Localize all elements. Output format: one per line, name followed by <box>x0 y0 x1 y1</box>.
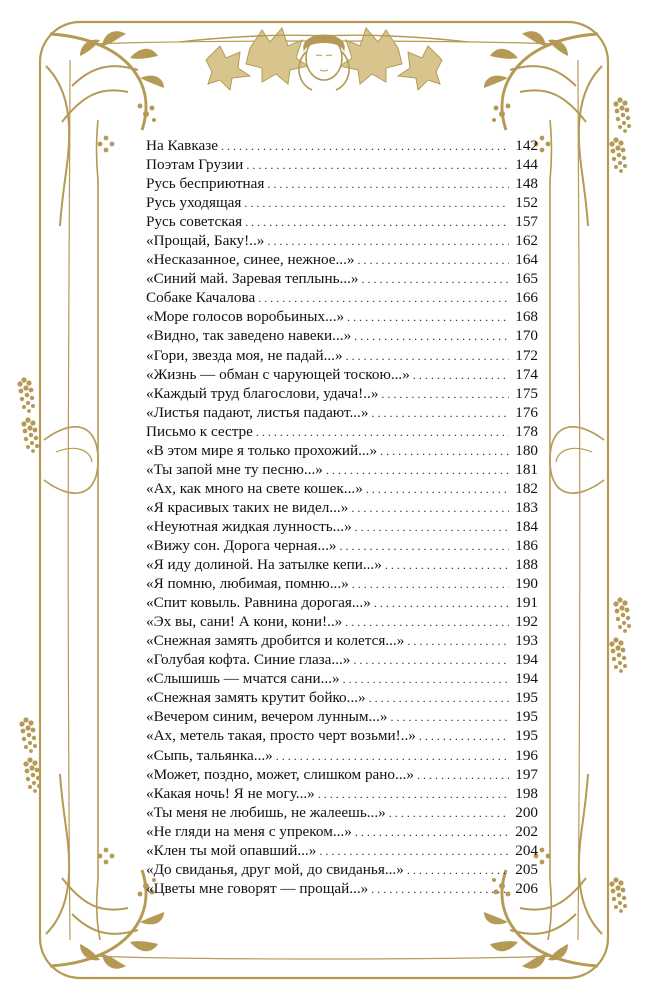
toc-entry-title: «Слышишь — мчатся сани...» <box>146 670 340 688</box>
toc-entry-page: 191 <box>515 594 538 612</box>
toc-entry[interactable] <box>146 384 538 403</box>
toc-entry-title: «Клен ты мой опавший...» <box>146 841 317 859</box>
toc-entry[interactable] <box>146 822 538 841</box>
toc-entry-page: 190 <box>515 575 538 593</box>
toc-dot-leader <box>340 537 509 556</box>
toc-dot-leader <box>267 232 509 251</box>
toc-entry-title: «Я помню, любимая, помню...» <box>146 575 349 593</box>
toc-entry-page: 195 <box>515 689 538 707</box>
toc-entry-title: «Вижу сон. Дорога черная...» <box>146 536 337 554</box>
toc-entry-title: «Цветы мне говорят — прощай...» <box>146 879 369 897</box>
toc-dot-leader <box>374 594 509 613</box>
toc-entry-title: «Ты запой мне ту песню...» <box>146 460 323 478</box>
toc-entry[interactable] <box>146 669 538 688</box>
toc-entry-page: 205 <box>515 860 538 878</box>
toc-entry-title: «Сыпь, тальянка...» <box>146 746 273 764</box>
toc-dot-leader <box>355 518 509 537</box>
toc-dot-leader <box>318 785 509 804</box>
toc-entry-page: 170 <box>515 327 538 345</box>
table-of-contents <box>146 136 538 898</box>
toc-entry[interactable] <box>146 231 538 250</box>
toc-entry-page: 152 <box>515 194 538 212</box>
toc-entry[interactable] <box>146 803 538 822</box>
toc-entry-title: «Каждый труд благослови, удача!..» <box>146 384 379 402</box>
toc-entry-page: 195 <box>515 708 538 726</box>
toc-entry[interactable] <box>146 346 538 365</box>
toc-entry-title: «Может, поздно, может, слишком рано...» <box>146 765 414 783</box>
toc-dot-leader <box>346 347 509 366</box>
toc-entry-page: 197 <box>515 765 538 783</box>
toc-entry[interactable] <box>146 631 538 650</box>
toc-dot-leader <box>366 480 509 499</box>
toc-dot-leader <box>256 423 509 442</box>
toc-entry[interactable] <box>146 555 538 574</box>
toc-entry-page: 202 <box>515 822 538 840</box>
toc-entry-page: 144 <box>515 156 538 174</box>
toc-entry-page: 183 <box>515 498 538 516</box>
toc-entry-title: «Я красивых таких не видел...» <box>146 498 349 516</box>
toc-entry-title: «Жизнь — обман с чарующей тоскою...» <box>146 365 410 383</box>
toc-entry[interactable] <box>146 536 538 555</box>
toc-entry-page: 164 <box>515 251 538 269</box>
toc-entry[interactable] <box>146 193 538 212</box>
toc-entry[interactable] <box>146 155 538 174</box>
toc-entry-page: 206 <box>515 879 538 897</box>
toc-entry-page: 166 <box>515 289 538 307</box>
toc-dot-leader <box>354 327 509 346</box>
toc-dot-leader <box>245 213 509 232</box>
toc-entry-title: «Прощай, Баку!..» <box>146 232 265 250</box>
toc-entry-title: Письмо к сестре <box>146 422 253 440</box>
toc-entry[interactable] <box>146 212 538 231</box>
toc-entry-title: Поэтам Грузии <box>146 156 244 174</box>
toc-dot-leader <box>381 385 509 404</box>
toc-dot-leader <box>389 804 509 823</box>
toc-entry-page: 175 <box>515 384 538 402</box>
toc-entry-page: 168 <box>515 308 538 326</box>
toc-entry-title: «До свиданья, друг мой, до свиданья...» <box>146 860 404 878</box>
toc-dot-leader <box>244 194 509 213</box>
toc-entry[interactable] <box>146 784 538 803</box>
toc-dot-leader <box>385 556 509 575</box>
toc-entry-page: 165 <box>515 270 538 288</box>
toc-dot-leader <box>319 842 509 861</box>
toc-entry-title: «Голубая кофта. Синие глаза...» <box>146 651 351 669</box>
toc-dot-leader <box>352 575 509 594</box>
toc-entry[interactable] <box>146 746 538 765</box>
toc-dot-leader <box>358 251 510 270</box>
toc-dot-leader <box>419 727 509 746</box>
toc-dot-leader <box>380 442 509 461</box>
toc-entry[interactable] <box>146 269 538 288</box>
toc-dot-leader <box>407 632 509 651</box>
toc-entry-page: 180 <box>515 441 538 459</box>
toc-entry[interactable] <box>146 498 538 517</box>
toc-entry[interactable] <box>146 441 538 460</box>
toc-entry-page: 148 <box>515 175 538 193</box>
toc-entry-title: На Кавказе <box>146 137 218 154</box>
toc-dot-leader <box>413 366 509 385</box>
toc-entry-title: Собаке Качалова <box>146 289 256 307</box>
toc-entry[interactable] <box>146 707 538 726</box>
toc-entry-title: «Ах, метель такая, просто черт возьми!..» <box>146 727 416 745</box>
toc-entry-title: «В этом мире я только прохожий...» <box>146 441 378 459</box>
toc-entry-page: 184 <box>515 517 538 535</box>
toc-entry-page: 195 <box>515 727 538 745</box>
toc-entry-page: 193 <box>515 632 538 650</box>
toc-entry-title: «Видно, так заведено навеки...» <box>146 327 352 345</box>
toc-entry[interactable] <box>146 574 538 593</box>
toc-entry[interactable] <box>146 307 538 326</box>
toc-entry-title: «Несказанное, синее, нежное...» <box>146 251 355 269</box>
toc-entry-page: 186 <box>515 536 538 554</box>
toc-entry-page: 157 <box>515 213 538 231</box>
toc-entry[interactable] <box>146 326 538 345</box>
toc-entry[interactable] <box>146 136 538 155</box>
toc-dot-leader <box>276 747 509 766</box>
toc-entry-page: 172 <box>515 346 538 364</box>
toc-entry-title: «Снежная замять крутит бойко...» <box>146 689 366 707</box>
toc-dot-leader <box>258 289 509 308</box>
toc-entry[interactable] <box>146 517 538 536</box>
toc-dot-leader <box>351 499 509 518</box>
toc-entry[interactable] <box>146 288 538 307</box>
toc-entry-title: «Ты меня не любишь, не жалеешь...» <box>146 803 386 821</box>
toc-dot-leader <box>347 308 509 327</box>
toc-dot-leader <box>267 175 509 194</box>
toc-dot-leader <box>221 137 509 156</box>
toc-entry[interactable] <box>146 650 538 669</box>
toc-entry-title: «Листья падают, листья падают...» <box>146 403 369 421</box>
toc-entry[interactable] <box>146 403 538 422</box>
toc-entry-page: 198 <box>515 784 538 802</box>
toc-entry-page: 194 <box>515 670 538 688</box>
toc-entry-title: Русь уходящая <box>146 194 242 212</box>
toc-dot-leader <box>417 766 509 785</box>
toc-entry-page: 182 <box>515 479 538 497</box>
toc-entry-title: «Снежная замять дробится и колется...» <box>146 632 405 650</box>
toc-entry[interactable] <box>146 726 538 745</box>
toc-entry-title: «Эх вы, сани! А кони, кони!..» <box>146 613 343 631</box>
toc-entry[interactable] <box>146 765 538 784</box>
toc-entry-page: 142 <box>515 137 538 154</box>
toc-entry-page: 188 <box>515 556 538 574</box>
toc-entry-page: 162 <box>515 232 538 250</box>
toc-dot-leader <box>362 270 509 289</box>
toc-dot-leader <box>371 404 509 423</box>
toc-entry[interactable] <box>146 460 538 479</box>
toc-entry-page: 174 <box>515 365 538 383</box>
toc-entry[interactable] <box>146 479 538 498</box>
toc-entry-title: «Спит ковыль. Равнина дорогая...» <box>146 594 371 612</box>
toc-entry[interactable] <box>146 365 538 384</box>
toc-entry-title: «Гори, звезда моя, не падай...» <box>146 346 343 364</box>
toc-dot-leader <box>353 651 509 670</box>
toc-entry-page: 194 <box>515 651 538 669</box>
toc-dot-leader <box>345 613 509 632</box>
toc-entry[interactable] <box>146 879 538 898</box>
toc-dot-leader <box>390 708 509 727</box>
toc-entry-page: 192 <box>515 613 538 631</box>
toc-entry-title: «Не гляди на меня с упреком...» <box>146 822 352 840</box>
toc-dot-leader <box>343 670 509 689</box>
toc-entry-page: 200 <box>515 803 538 821</box>
toc-entry[interactable] <box>146 612 538 631</box>
toc-entry-title: «Ах, как много на свете кошек...» <box>146 479 363 497</box>
toc-entry-title: Русь бесприютная <box>146 175 265 193</box>
toc-entry-title: «Море голосов воробьиных...» <box>146 308 345 326</box>
toc-dot-leader <box>246 156 509 175</box>
toc-entry-page: 196 <box>515 746 538 764</box>
toc-entry[interactable] <box>146 174 538 193</box>
toc-entry-title: «Неуютная жидкая лунность...» <box>146 517 352 535</box>
toc-entry[interactable] <box>146 250 538 269</box>
toc-entry-page: 181 <box>515 460 538 478</box>
toc-entry[interactable] <box>146 841 538 860</box>
toc-entry-page: 178 <box>515 422 538 440</box>
toc-dot-leader <box>355 823 509 842</box>
toc-entry[interactable] <box>146 422 538 441</box>
toc-dot-leader <box>326 461 509 480</box>
toc-dot-leader <box>407 861 509 880</box>
toc-entry[interactable] <box>146 688 538 707</box>
toc-entry-title: Русь советская <box>146 213 243 231</box>
toc-entry-title: «Я иду долиной. На затылке кепи...» <box>146 556 382 574</box>
top-maiden-ornament <box>180 28 468 90</box>
toc-entry-page: 204 <box>515 841 538 859</box>
toc-dot-leader <box>371 880 509 899</box>
toc-entry[interactable] <box>146 860 538 879</box>
toc-entry-page: 176 <box>515 403 538 421</box>
toc-entry[interactable] <box>146 593 538 612</box>
toc-entry-title: «Какая ночь! Я не могу...» <box>146 784 315 802</box>
toc-entry-title: «Вечером синим, вечером лунным...» <box>146 708 388 726</box>
toc-dot-leader <box>369 689 509 708</box>
toc-entry-title: «Синий май. Заревая теплынь...» <box>146 270 359 288</box>
